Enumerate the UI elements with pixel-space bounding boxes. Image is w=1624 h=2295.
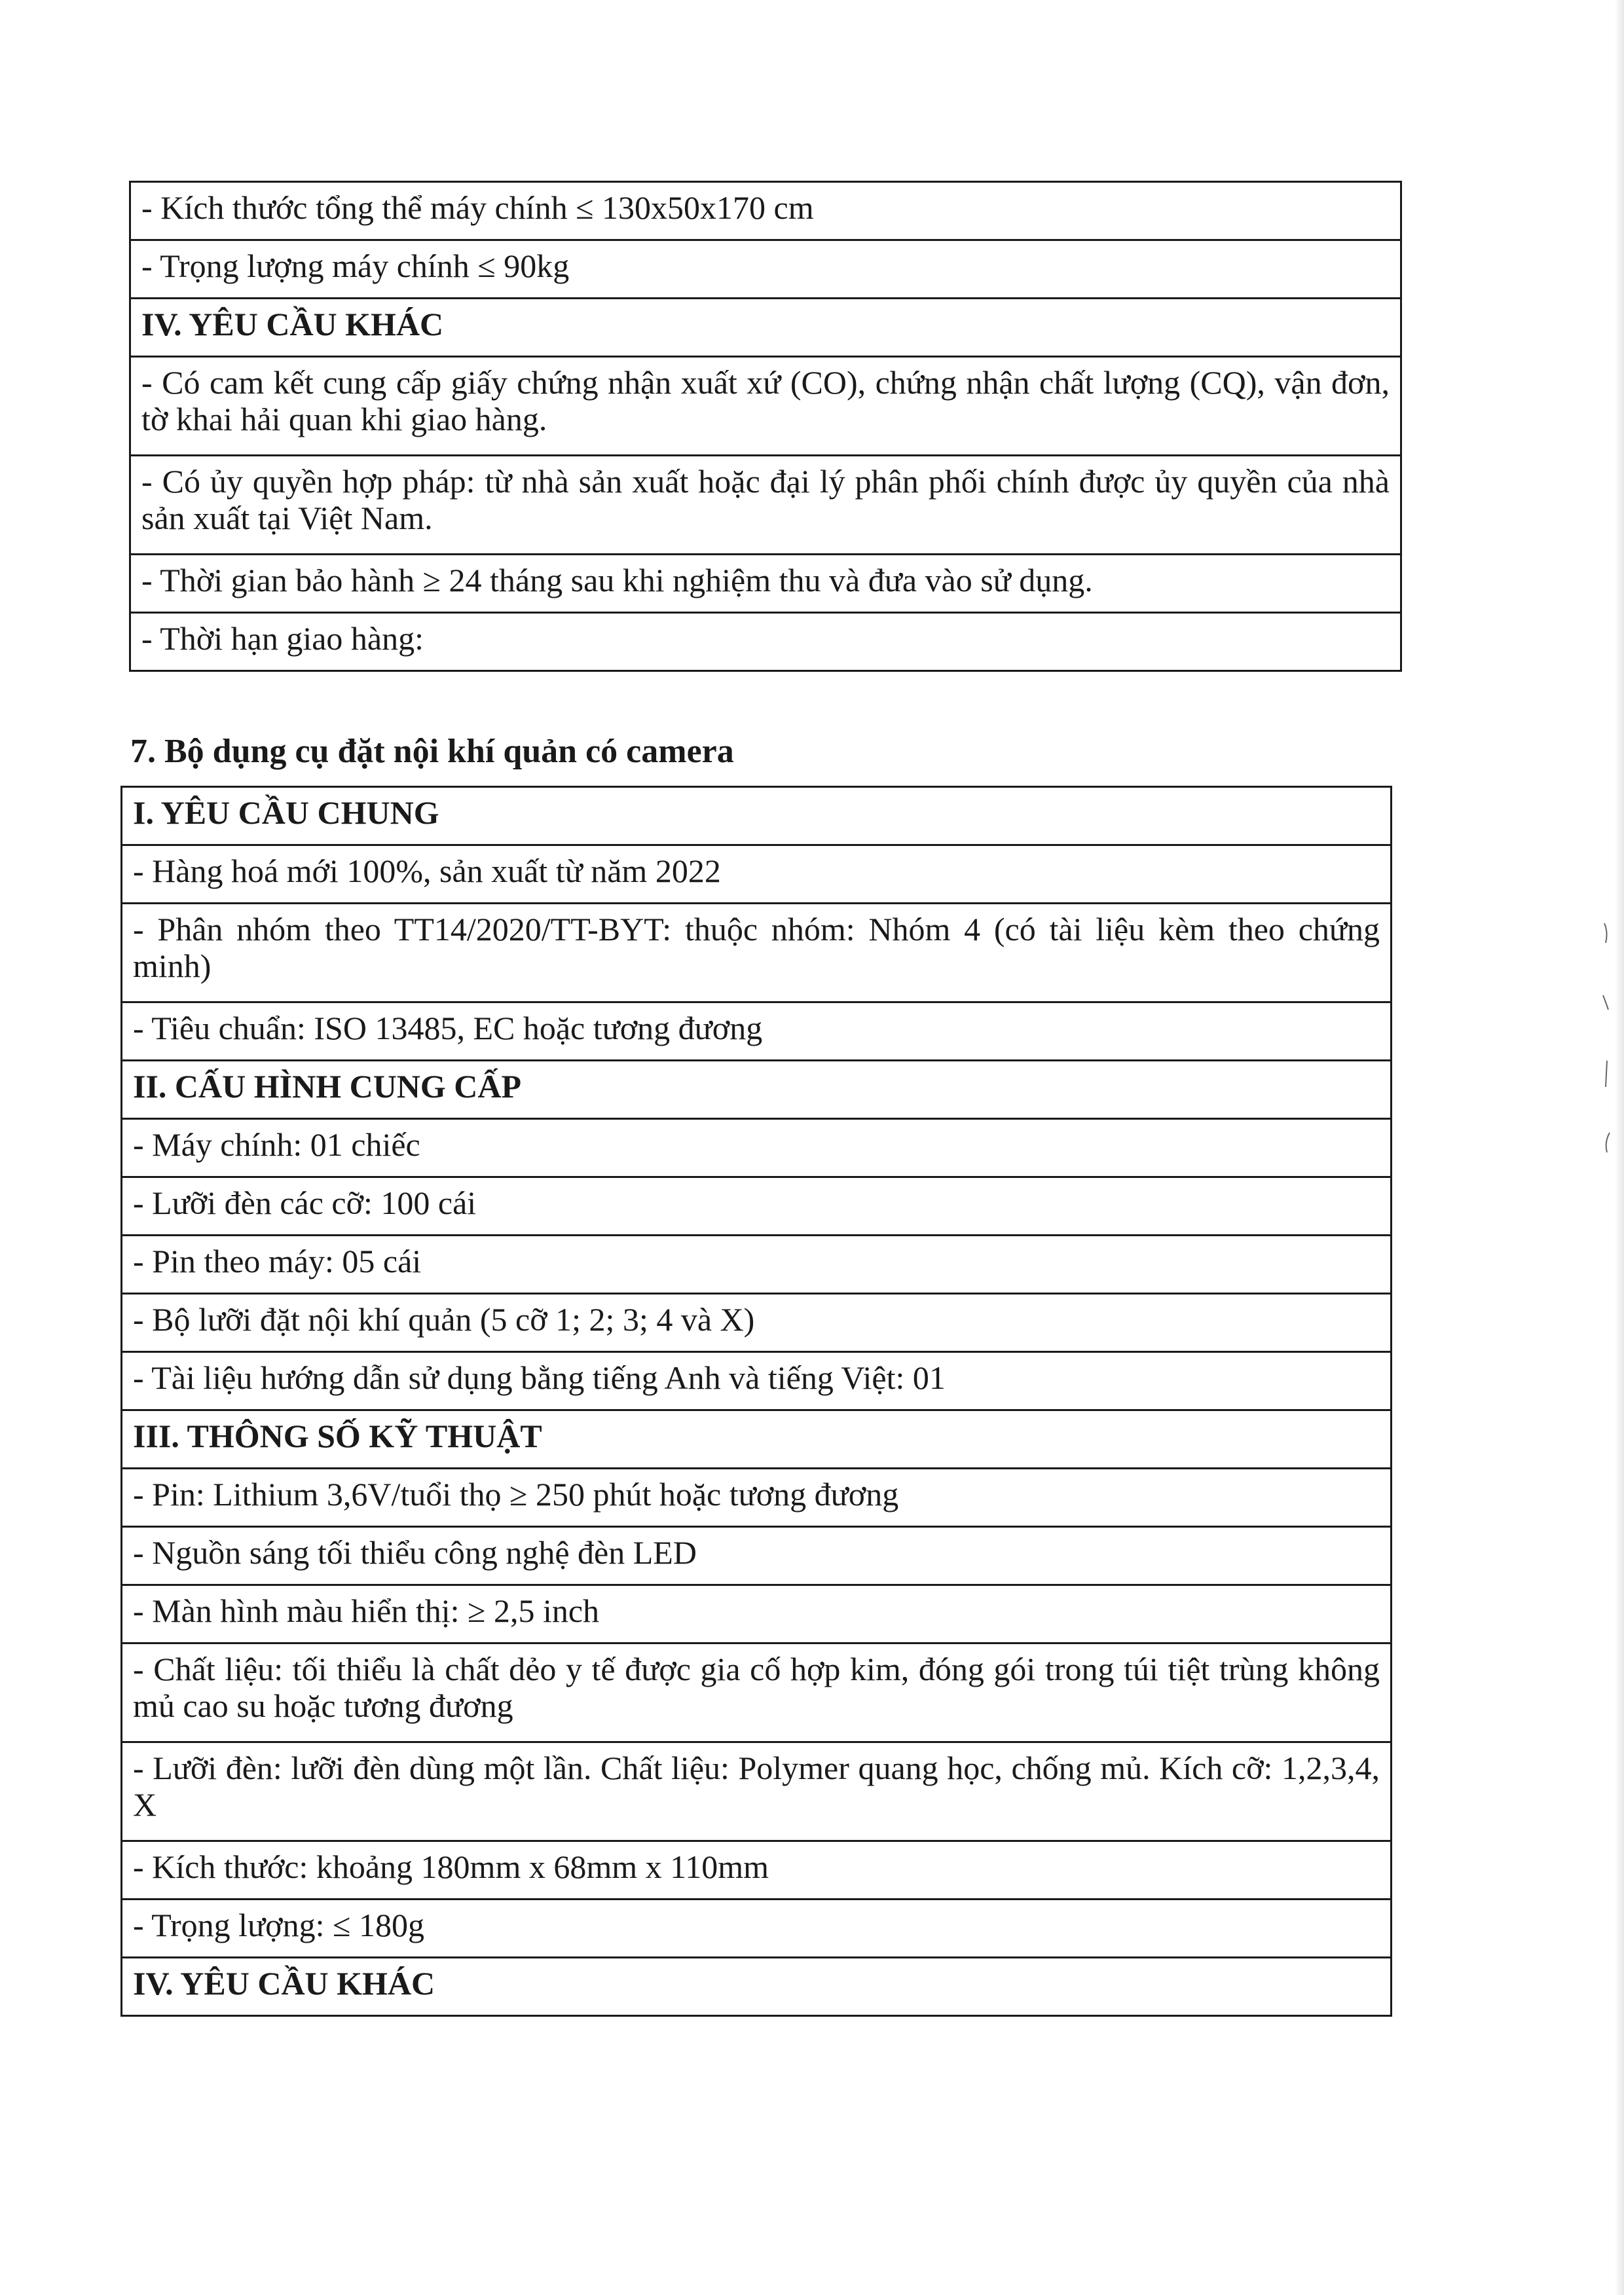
spec-item-battery: - Pin: Lithium 3,6V/tuổi thọ ≥ 250 phút hoặc tương đương <box>122 1469 1392 1527</box>
spec-item-batteries: - Pin theo máy: 05 cái <box>122 1236 1392 1294</box>
spec-item-manual: - Tài liệu hướng dẫn sử dụng bằng tiếng Anh và tiếng Việt: 01 <box>122 1352 1392 1410</box>
table-row <box>122 1410 1392 1469</box>
item-7-heading: 7. Bộ dụng cụ đặt nội khí quản có camera <box>130 733 734 770</box>
spec-item-classification: - Phân nhóm theo TT14/2020/TT-BYT: thuộc nhóm: Nhóm 4 (có tài liệu kèm theo chứng minh) <box>122 904 1392 1002</box>
spec-item-blade-spec: - Lưỡi đèn: lưỡi đèn dùng một lần. Chất liệu: Polymer quang học, chống mủ. Kích cỡ: 1,2,3,4, X <box>122 1742 1392 1841</box>
spec-item-dimensions: - Kích thước: khoảng 180mm x 68mm x 110mm <box>122 1841 1392 1900</box>
table-row <box>122 1061 1392 1119</box>
spec-table-continued <box>129 181 1402 672</box>
table-row <box>122 1469 1392 1527</box>
table-row <box>122 1352 1392 1410</box>
spec-item-delivery-time: - Thời hạn giao hàng: <box>130 613 1401 671</box>
section-header-other-requirements: IV. YÊU CẦU KHÁC <box>130 299 1401 357</box>
table-row <box>130 613 1401 671</box>
section-header-technical-specs: III. THÔNG SỐ KỸ THUẬT <box>122 1410 1392 1469</box>
table-row <box>130 357 1401 456</box>
table-row <box>122 1958 1392 2016</box>
spec-item-main-unit: - Máy chính: 01 chiếc <box>122 1119 1392 1177</box>
spec-item-co-cq-commitment: - Có cam kết cung cấp giấy chứng nhận xuất xứ (CO), chứng nhận chất lượng (CQ), vận đơn, tờ khai hải quan khi giao hàng. <box>130 357 1401 456</box>
table-row <box>130 555 1401 613</box>
table-row <box>130 299 1401 357</box>
spec-item-weight: - Trọng lượng máy chính ≤ 90kg <box>130 240 1401 299</box>
table-row <box>122 787 1392 845</box>
section-header-configuration: II. CẤU HÌNH CUNG CẤP <box>122 1061 1392 1119</box>
table-row <box>122 1643 1392 1742</box>
spec-item-standard: - Tiêu chuẩn: ISO 13485, EC hoặc tương đương <box>122 1002 1392 1061</box>
spec-item-authorization: - Có ủy quyền hợp pháp: từ nhà sản xuất hoặc đại lý phân phối chính được ủy quyền của nhà sản xuất tại Việt Nam. <box>130 456 1401 555</box>
spec-table-item-7 <box>120 786 1392 2017</box>
section-header-other-requirements: IV. YÊU CẦU KHÁC <box>122 1958 1392 2016</box>
section-header-general-requirements: I. YÊU CẦU CHUNG <box>122 787 1392 845</box>
table-row <box>130 182 1401 240</box>
spec-item-overall-size: - Kích thước tổng thể máy chính ≤ 130x50x170 cm <box>130 182 1401 240</box>
table-row <box>130 456 1401 555</box>
spec-item-blades: - Lưỡi đèn các cỡ: 100 cái <box>122 1177 1392 1236</box>
table-row <box>122 1119 1392 1177</box>
scan-margin-marks <box>1598 917 1617 1179</box>
table-row <box>122 1236 1392 1294</box>
spec-item-warranty: - Thời gian bảo hành ≥ 24 tháng sau khi nghiệm thu và đưa vào sử dụng. <box>130 555 1401 613</box>
table-row <box>122 845 1392 904</box>
table-row <box>122 1585 1392 1643</box>
spec-item-light-source: - Nguồn sáng tối thiểu công nghệ đèn LED <box>122 1527 1392 1585</box>
spec-item-blade-set: - Bộ lưỡi đặt nội khí quản (5 cỡ 1; 2; 3; 4 và X) <box>122 1294 1392 1352</box>
table-row <box>122 904 1392 1002</box>
table-row <box>122 1002 1392 1061</box>
table-row <box>122 1900 1392 1958</box>
spec-item-display: - Màn hình màu hiển thị: ≥ 2,5 inch <box>122 1585 1392 1643</box>
table-row <box>122 1177 1392 1236</box>
table-row <box>130 240 1401 299</box>
spec-item-material: - Chất liệu: tối thiểu là chất dẻo y tế được gia cố hợp kim, đóng gói trong túi tiệt trùng không mủ cao su hoặc tương đương <box>122 1643 1392 1742</box>
spec-item-weight: - Trọng lượng: ≤ 180g <box>122 1900 1392 1958</box>
table-row <box>122 1742 1392 1841</box>
spec-item-new-goods: - Hàng hoá mới 100%, sản xuất từ năm 2022 <box>122 845 1392 904</box>
table-row <box>122 1841 1392 1900</box>
table-row <box>122 1294 1392 1352</box>
table-row <box>122 1527 1392 1585</box>
